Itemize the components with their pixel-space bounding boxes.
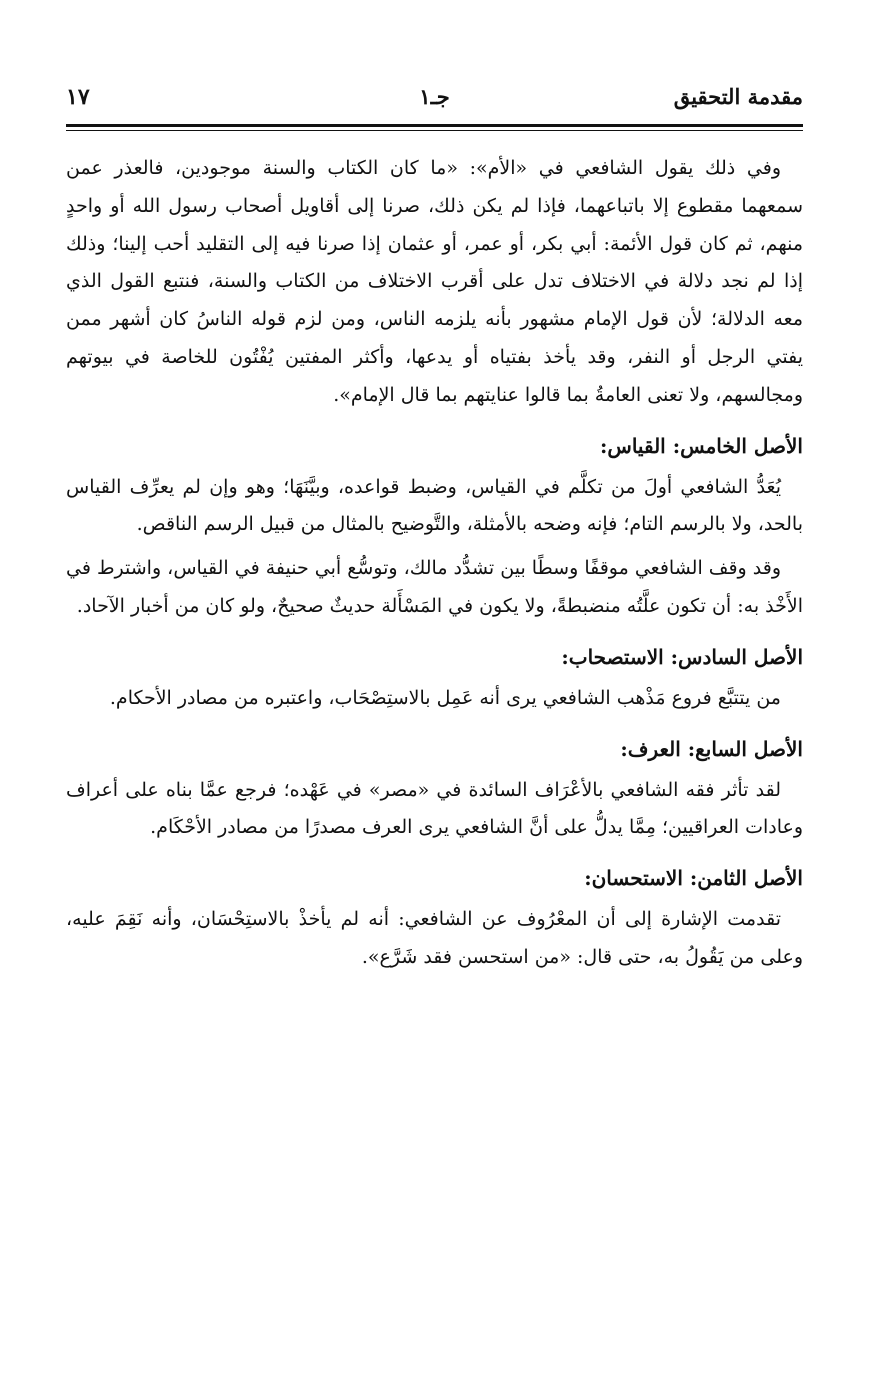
heading-fifth-principle: الأصل الخامس: القياس: bbox=[600, 433, 803, 458]
paragraph-istishab: من يتتبَّع فروع مَذْهب الشافعي يرى أنه عَمِل بالاستِصْحَاب، واعتبره من مصادر الأحكام. bbox=[109, 686, 781, 709]
heading-seventh-principle: الأصل السابع: العرف: bbox=[620, 736, 803, 761]
running-header bbox=[66, 84, 803, 120]
section-title: مقدمة التحقيق bbox=[673, 84, 803, 109]
header-rule-thin bbox=[66, 130, 803, 131]
volume-label: جـ١ bbox=[419, 84, 450, 109]
header-rule-thick bbox=[66, 124, 803, 127]
page-number: ١٧ bbox=[66, 84, 90, 110]
paragraph-istihsan: تقدمت الإشارة إلى أن المعْرُوف عن الشافعي: أنه لم يأخذْ بالاستِحْسَان، وأنه نَقِمَ عليه، وعلى من يَقُولُ به، حتى قال: «من استحسن فقد شَرَّع». bbox=[66, 908, 803, 968]
paragraph-shafii-quote: وفي ذلك يقول الشافعي في «الأم»: «ما كان الكتاب والسنة موجودين، فالعذر عمن سمعهما مقطوع إلا باتباعهما، فإذا لم يكن ذلك، صرنا إلى أقاويل أصحاب رسول الله أو واحدٍ منهم، ثم كان قول الأئمة: أبي بكر، أو عمر، أو عثمان إذا صرنا فيه إلى التقليد أحب إلينا؛ وذلك إذا لم نجد دلالة في الاختلاف تدل على أقرب الاختلاف من الكتاب والسنة، فنتبع القول الذي معه الدلالة؛ لأن قول الإمام مشهور بأنه يلزمه الناس، ومن لزم قوله الناسُ كان أشهر ممن يفتي الرجل أو النفر، وقد يأخذ بفتياه أو يدعها، وأكثر المفتين يُفْتُون للخاصة في بيوتهم ومجالسهم، ولا تعنى العامةُ بما قالوا عنايتهم بما قال الإمام». bbox=[66, 157, 803, 406]
paragraph-qiyas-definition: يُعَدُّ الشافعي أولَ من تكلَّم في القياس، وضبط قواعده، وبيَّنَهَا؛ وهو وإن لم يعرِّف القياس بالحد، ولا بالرسم التام؛ فإنه وضحه بالأمثلة، والتَّوضيح بالمثال من قبيل الرسم الناقص. bbox=[66, 475, 803, 536]
heading-sixth-principle: الأصل السادس: الاستصحاب: bbox=[561, 644, 803, 669]
paragraph-qiyas-position: وقد وقف الشافعي موقفًا وسطًا بين تشدُّد مالك، وتوسُّع أبي حنيفة في القياس، واشترط في الأَخْذ به: أن تكون علَّتُه منضبطةً، ولا يكون في المَسْأَلة حديثٌ صحيحٌ، ولو كان من أخبار الآحاد. bbox=[66, 557, 803, 617]
paragraph-urf: لقد تأثر فقه الشافعي بالأعْرَاف السائدة في «مصر» في عَهْده؛ فرجع عمَّا بناه على أعراف وعادات العراقيين؛ مِمَّا يدلُّ على أنَّ الشافعي يرى العرف مصدرًا من مصادر الأحْكَام. bbox=[66, 778, 803, 839]
page-body bbox=[66, 150, 803, 977]
heading-eighth-principle: الأصل الثامن: الاستحسان: bbox=[584, 866, 803, 891]
